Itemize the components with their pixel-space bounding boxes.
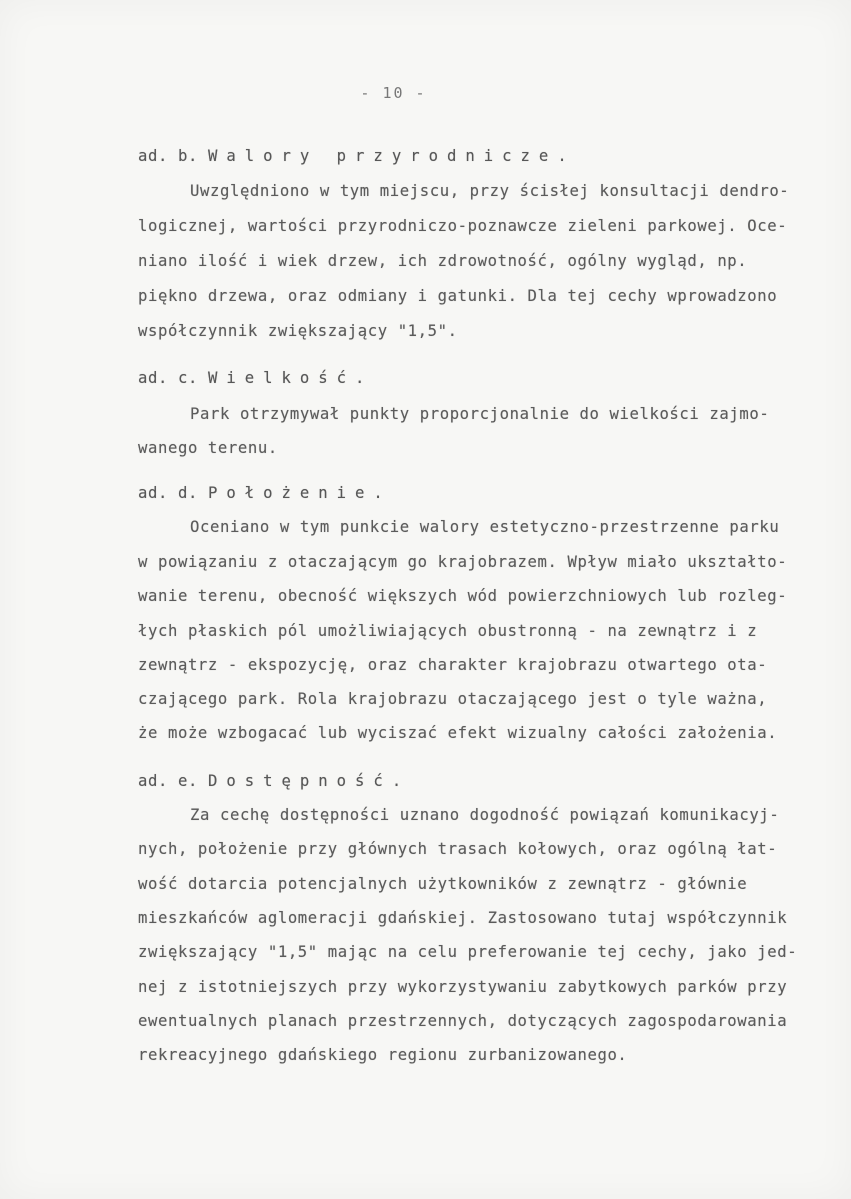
section-d-line: czającego park. Rola krajobrazu otaczającego jest o tyle ważna, [138,690,768,708]
section-e-line: nej z istotniejszych przy wykorzystywaniu zabytkowych parków przy [138,978,788,996]
section-e-prefix: ad. e. [138,772,198,790]
section-d-line: w powiązaniu z otaczającym go krajobrazem. Wpływ miało ukształto- [138,553,788,571]
section-c-heading [138,369,828,387]
page-number: - 10 - [360,84,427,102]
section-d-line: łych płaskich pól umożliwiających obustronną - na zewnątrz i z [138,622,758,640]
section-d-line: że może wzbogacać lub wyciszać efekt wizualny całości założenia. [138,724,778,742]
section-c-prefix: ad. c. [138,369,198,387]
section-e-line: Za cechę dostępności uznano dogodność powiązań komunikacyj- [190,806,780,824]
section-d-line: zewnątrz - ekspozycję, oraz charakter krajobrazu otwartego ota- [138,656,768,674]
section-b-line: piękno drzewa, oraz odmiany i gatunki. Dla tej cechy wprowadzono [138,287,778,305]
section-b-prefix: ad. b. [138,147,198,165]
section-b-line: współczynnik zwiększający "1,5". [138,322,458,340]
section-e-line: wość dotarcia potencjalnych użytkowników z zewnątrz - głównie [138,875,748,893]
section-b-heading [138,147,828,165]
section-e-line: nych, położenie przy głównych trasach kołowych, oraz ogólną łat- [138,840,778,858]
section-d-heading [138,484,828,502]
section-d-title: Położenie. [207,484,392,502]
section-e-line: rekreacyjnego gdańskiego regionu zurbanizowanego. [138,1046,628,1064]
section-d-line: wanie terenu, obecność większych wód powierzchniowych lub rozleg- [138,587,788,605]
section-e-line: mieszkańców aglomeracji gdańskiej. Zastosowano tutaj współczynnik [138,909,788,927]
section-e-title: Dostępność. [207,772,411,790]
section-b-line: logicznej, wartości przyrodniczo-poznawcze zieleni parkowej. Oce- [138,217,788,235]
section-b-line: Uwzględniono w tym miejscu, przy ścisłej konsultacji dendro- [190,182,790,200]
section-d-prefix: ad. d. [138,484,198,502]
section-d-line: Oceniano w tym punkcie walory estetyczno-przestrzenne parku [190,518,780,536]
section-b-title: Walory przyrodnicze. [207,147,576,165]
section-c-line: wanego terenu. [138,439,278,457]
section-e-line: ewentualnych planach przestrzennych, dotyczących zagospodarowania [138,1012,788,1030]
section-b-line: niano ilość i wiek drzew, ich zdrowotność, ogólny wygląd, np. [138,252,748,270]
section-c-title: Wielkość. [207,369,374,387]
section-c-line: Park otrzymywał punkty proporcjonalnie do wielkości zajmo- [190,405,770,423]
section-e-line: zwiększający "1,5" mając na celu preferowanie tej cechy, jako jed- [138,943,798,961]
section-e-heading [138,772,828,790]
